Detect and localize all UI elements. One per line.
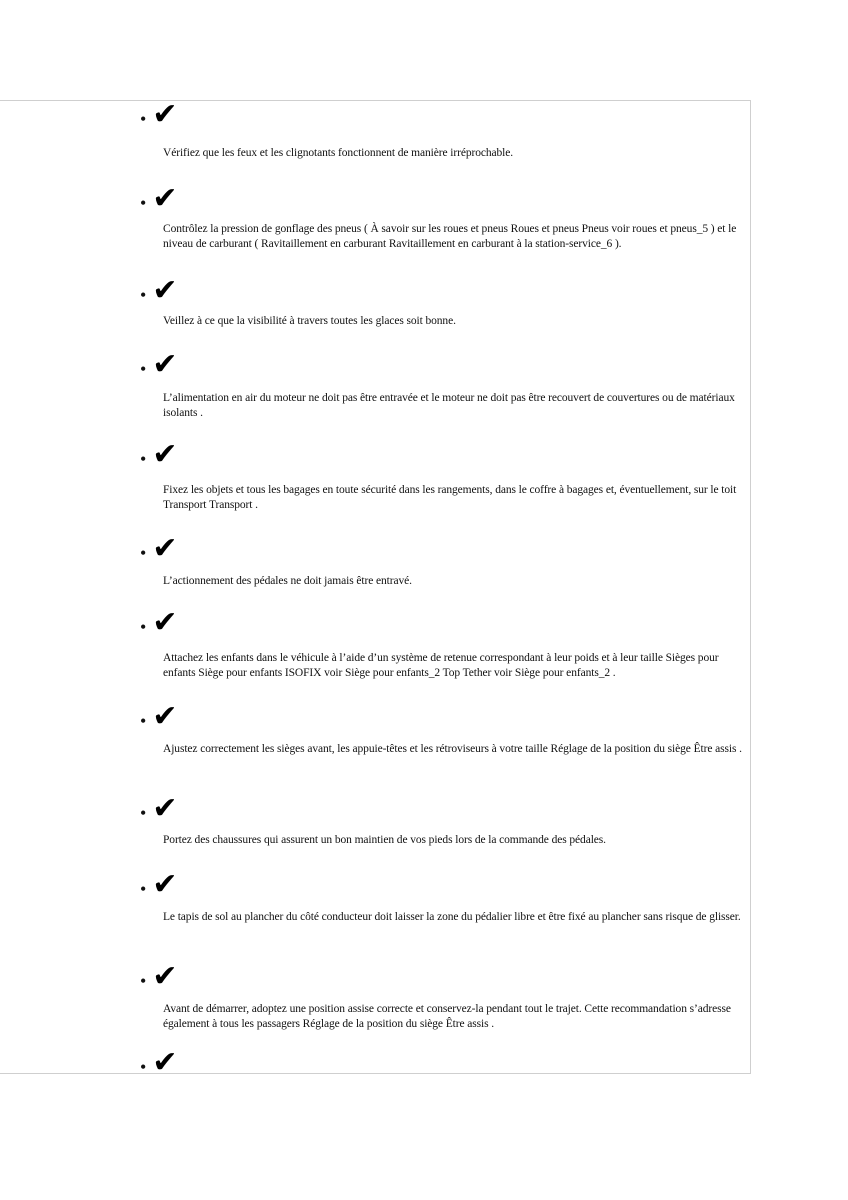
checklist-marker (140, 790, 200, 824)
checklist-marker (140, 698, 200, 732)
bullet-icon: • (140, 879, 147, 899)
bullet-icon: • (140, 1057, 147, 1077)
checkmark-icon: ✔ (152, 347, 178, 382)
checkmark-icon: ✔ (152, 867, 178, 902)
checklist-marker (140, 272, 200, 306)
checklist-item-text: Le tapis de sol au plancher du côté conducteur doit laisser la zone du pédalier libre et être fixé au plancher sans risque de glisser. (163, 911, 741, 923)
checkmark-icon: ✔ (152, 97, 178, 132)
bullet-icon: • (140, 193, 147, 213)
checklist-marker (140, 866, 200, 900)
checklist-marker (140, 180, 200, 214)
checkmark-icon: ✔ (152, 791, 178, 826)
checklist-item-text: L’alimentation en air du moteur ne doit pas être entravée et le moteur ne doit pas être recouvert de couvertures ou de matériaux isolants . (163, 392, 735, 419)
checklist-item-text: Ajustez correctement les sièges avant, les appuie-têtes et les rétroviseurs à votre taille Réglage de la position du siège Être assis . (163, 743, 742, 755)
checklist-item-text: Portez des chaussures qui assurent un bon maintien de vos pieds lors de la commande des pédales. (163, 834, 606, 846)
bullet-icon: • (140, 711, 147, 731)
checkmark-icon: ✔ (152, 531, 178, 566)
bullet-icon: • (140, 449, 147, 469)
checkmark-icon: ✔ (152, 273, 178, 308)
checklist-marker (140, 346, 200, 380)
bullet-icon: • (140, 359, 147, 379)
checkmark-icon: ✔ (152, 1045, 178, 1080)
checklist-marker (140, 604, 200, 638)
checklist-item-text: Avant de démarrer, adoptez une position assise correcte et conservez-la pendant tout le trajet. Cette recommandation s’adresse également à tous les passagers Réglage de la position du siège Être assis . (163, 1003, 731, 1030)
checklist-item-text: Contrôlez la pression de gonflage des pneus ( À savoir sur les roues et pneus Roues et pneus Pneus voir roues et pneus_5 ) et le niveau de carburant ( Ravitaillement en carburant Ravitaillement en carburant à la station-service_6 ). (163, 223, 737, 250)
bullet-icon: • (140, 109, 147, 129)
checklist-item-text: Fixez les objets et tous les bagages en toute sécurité dans les rangements, dans le coffre à bagages et, éventuellement, sur le toit Transport Transport . (163, 484, 737, 511)
bullet-icon: • (140, 971, 147, 991)
checklist-marker (140, 530, 200, 564)
checkmark-icon: ✔ (152, 181, 178, 216)
checklist-marker (140, 436, 200, 470)
checkmark-icon: ✔ (152, 437, 178, 472)
checkmark-icon: ✔ (152, 699, 178, 734)
checklist-marker (140, 96, 200, 130)
bullet-icon: • (140, 803, 147, 823)
checkmark-icon: ✔ (152, 605, 178, 640)
checklist-item-text: Veillez à ce que la visibilité à travers toutes les glaces soit bonne. (163, 315, 456, 327)
checklist-marker (140, 958, 200, 992)
bullet-icon: • (140, 617, 147, 637)
checklist-item-text: Attachez les enfants dans le véhicule à l’aide d’un système de retenue correspondant à leur poids et à leur taille Sièges pour enfants Siège pour enfants ISOFIX voir Siège pour enfants_2 Top Tether voir Siège pour enfants_2 . (163, 652, 719, 679)
checkmark-icon: ✔ (152, 959, 178, 994)
checklist-item-text: Vérifiez que les feux et les clignotants fonctionnent de manière irréprochable. (163, 147, 514, 159)
bullet-icon: • (140, 285, 147, 305)
checklist-marker (140, 1044, 200, 1078)
bullet-icon: • (140, 543, 147, 563)
checklist-item-text: L’actionnement des pédales ne doit jamais être entravé. (163, 575, 412, 587)
